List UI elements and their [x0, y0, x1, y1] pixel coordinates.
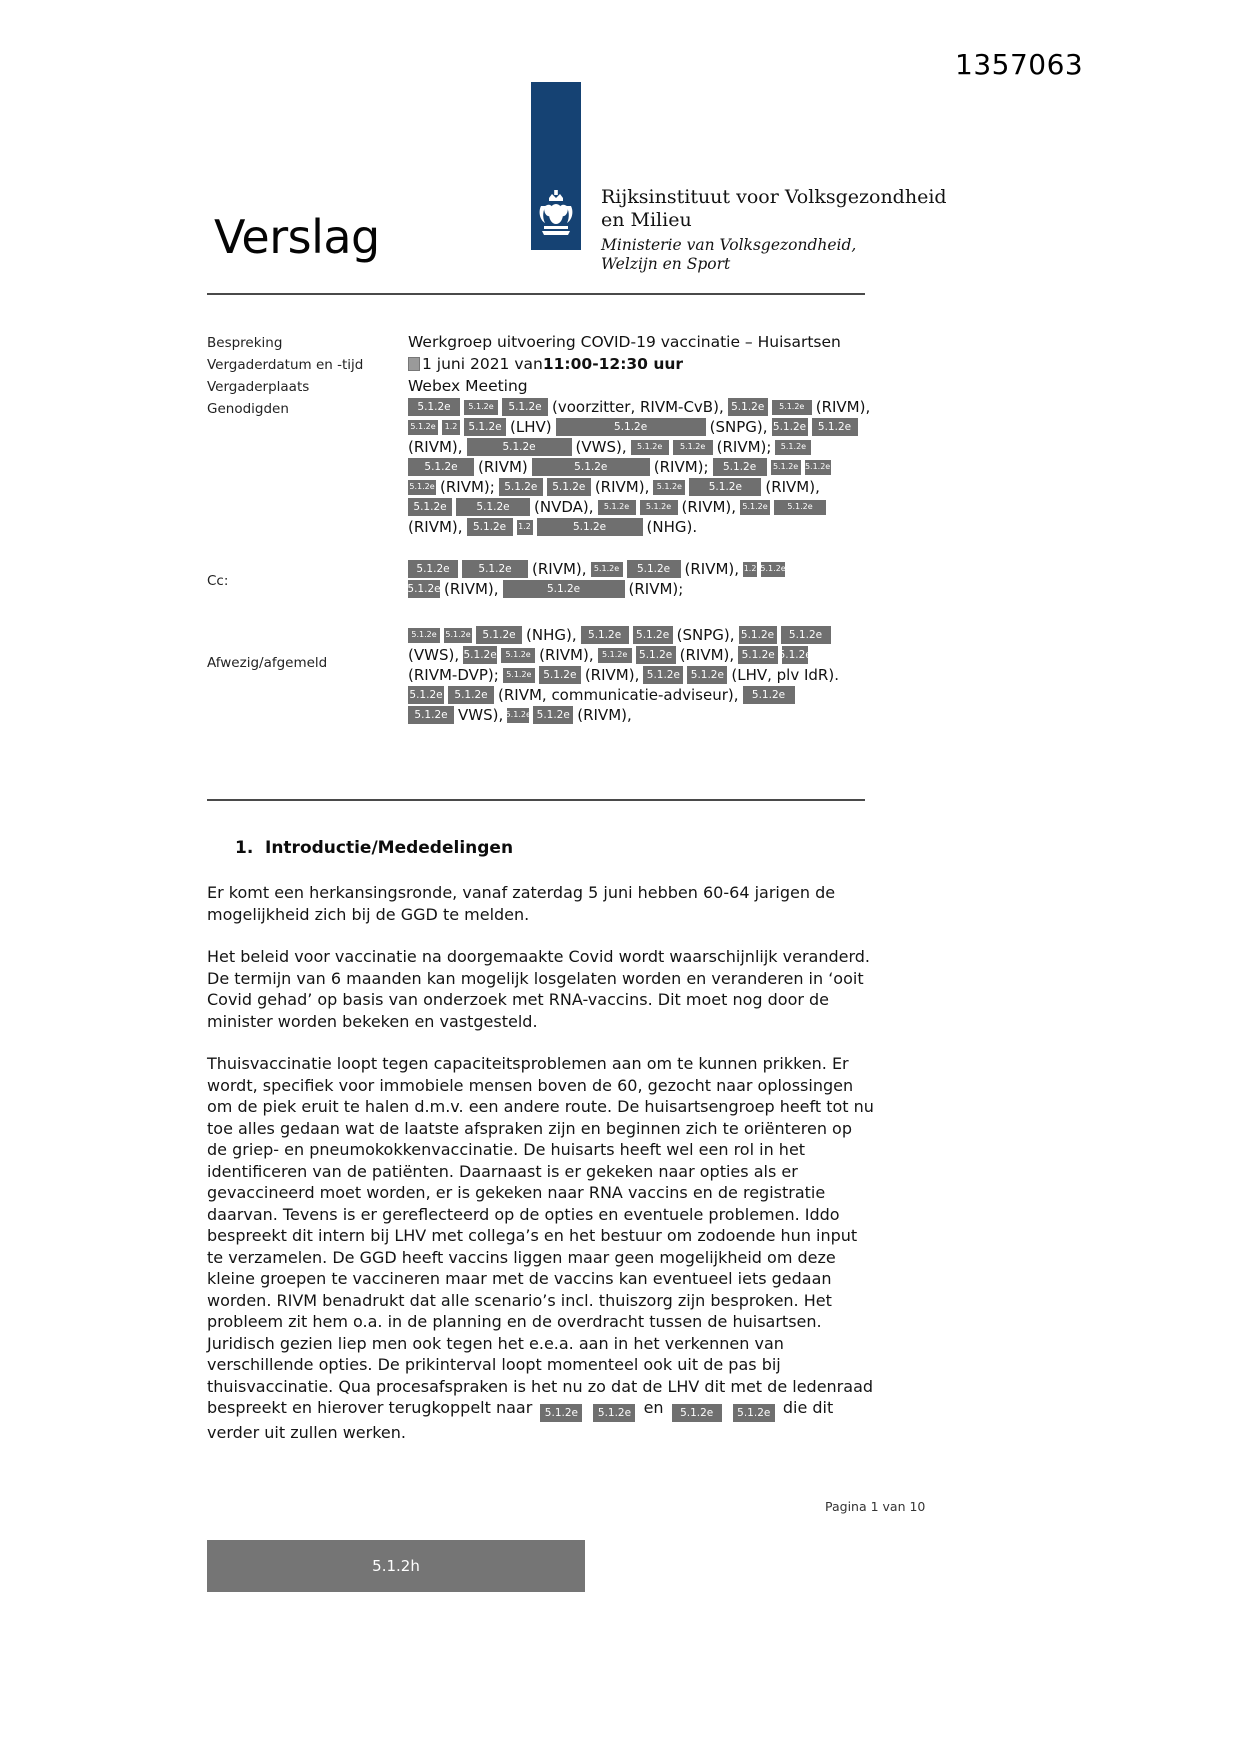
redaction-box: 5.1.2e — [812, 418, 858, 436]
participants-line — [408, 417, 870, 437]
redaction-box: 5.1.2e — [502, 398, 548, 416]
participant-text: (NHG). — [646, 518, 698, 536]
redaction-box: 5.1.2e — [539, 666, 581, 684]
label-genodigden: Genodigden — [207, 401, 289, 417]
meta-row-cc — [207, 559, 869, 599]
rivm-crest-icon — [538, 190, 574, 244]
minutes-body — [207, 838, 877, 1444]
participants-line — [408, 559, 869, 579]
participant-text: (voorzitter, RIVM-CvB), — [552, 398, 724, 416]
redaction-box: 5.1.2e — [772, 400, 812, 415]
participant-text: (RIVM), — [681, 498, 737, 516]
participants-line — [408, 645, 869, 665]
paragraph-3 — [207, 1053, 877, 1444]
participant-text: (RIVM), — [679, 646, 735, 664]
value-plaats: Webex Meeting — [408, 377, 528, 395]
redaction-box: 5.1.2e — [733, 1404, 775, 1422]
participant-text: (LHV) — [510, 418, 552, 436]
comment-marker-icon — [408, 357, 420, 371]
participant-text: (RIVM), — [584, 666, 640, 684]
participants-line — [408, 579, 869, 599]
participants-line — [408, 497, 870, 517]
participant-text: (RIVM), — [765, 478, 820, 496]
participants-line — [408, 685, 869, 705]
label-cc: Cc: — [207, 573, 229, 589]
spacer — [207, 537, 869, 559]
participant-text: (LHV, plv IdR). — [731, 666, 839, 684]
datum-time-bold: 11:00-12:30 uur — [542, 355, 684, 373]
org-name-line2: en Milieu — [601, 209, 692, 231]
section-number: 1. — [235, 838, 254, 858]
redaction-box: 5.1.2e — [408, 580, 440, 598]
redaction-box: 5.1.2e — [687, 666, 727, 684]
redaction-box: 5.1.2e — [547, 478, 591, 496]
redaction-box: 5.1.2e — [627, 560, 681, 578]
redaction-box: 5.1.2e — [761, 562, 785, 577]
participants-line — [408, 477, 870, 497]
redaction-box: 5.1.2e — [408, 628, 440, 643]
redaction-box: 5.1.2e — [740, 500, 770, 515]
participant-text: (RIVM), — [594, 478, 650, 496]
participant-text: (RIVM), — [408, 438, 463, 456]
participant-text: (RIVM), — [815, 398, 871, 416]
participants-line — [408, 705, 869, 725]
participant-text: (RIVM), — [444, 580, 499, 598]
redaction-box: 5.1.2e — [464, 418, 506, 436]
participant-text: (VWS), — [408, 646, 460, 664]
spacer — [207, 599, 869, 625]
label-plaats: Vergaderplaats — [207, 379, 310, 395]
participant-text: (SNPG), — [676, 626, 735, 644]
redaction-box: 5.1.2e — [408, 480, 436, 495]
redaction-box: 5.1.2e — [501, 648, 535, 663]
redaction-box: 5.1.2e — [581, 626, 629, 644]
participant-text: (SNPG), — [709, 418, 768, 436]
participant-text: (RIVM); — [653, 458, 709, 476]
redaction-box: 5.1.2e — [772, 418, 808, 436]
participant-text: (RIVM), — [577, 706, 632, 724]
value-afwezig — [408, 625, 869, 725]
participant-text: Thuisvaccinatie loopt tegen capaciteitsproblemen aan om te kunnen prikken. Er wordt, specifiek voor immobiele mensen boven de 60, gezocht naar oplossingen om de piek eruit te halen d.m.v. een andere route. De huisartsengroep heeft tot nu toe alles gedaan wat de laatste afspraken zijn en beginnen zich te oriënteren op de griep- en pneumokokkenvaccinatie. De huisarts heeft wel een rol in het identificeren van de patiënten. Daarnaast is er gekeken naar opties als er gevaccineerd moet worden, er is gekeken naar RNA vaccins en de registratie daarvan. Tevens is er gereflecteerd op de opties en eventuele problemen. Iddo bespreekt dit intern bij LHV met collega’s en het bestuur om zodoende hun input te verzamelen. De GGD heeft vaccins liggen maar geen mogelijkheid om deze kleine groepen te vaccineren maar met de vaccins kan eventueel iets gedaan worden. RIVM benadrukt dat alle scenario’s incl. thuiszorg zijn besproken. Het probleem zit hem o.a. in de planning en de overdracht tussen de huisartsen. Juridisch gezien liep men ook tegen het e.e.a. aan in het verkennen van verschillende opties. De prikinterval loopt momenteel ook uit de pas bij thuisvaccinatie. Qua procesafspraken is het nu zo dat de LHV dit met de ledenraad bespreekt en hierover terugkoppelt naar — [207, 1054, 874, 1417]
redaction-box: 5.1.2e — [448, 686, 494, 704]
paragraph-2: Het beleid voor vaccinatie na doorgemaakte Covid wordt waarschijnlijk veranderd. De termijn van 6 maanden kan mogelijk losgelaten worden en veranderen in ‘ooit Covid gehad’ op basis van onderzoek met RNA-vaccins. Dit moet nog door de minister worden bekeken en vastgesteld. — [207, 947, 870, 1031]
participant-text: (RIVM), — [684, 560, 740, 578]
participant-text: (RIVM), — [539, 646, 594, 664]
paragraph-1: Er komt een herkansingsronde, vanaf zaterdag 5 juni hebben 60-64 jarigen de mogelijkheid zich bij de GGD te melden. — [207, 883, 836, 924]
participants-line — [408, 457, 870, 477]
redaction-box: 5.1.2e — [743, 686, 795, 704]
value-bespreking: Werkgroep uitvoering COVID-19 vaccinatie – Huisartsen — [408, 333, 841, 351]
redaction-box: 1.2 — [743, 562, 757, 577]
rivm-logo-bar — [531, 82, 581, 250]
redaction-box: 5.1.2e — [713, 458, 767, 476]
participant-text: (RIVM); — [628, 580, 684, 598]
participant-text: (NVDA), — [534, 498, 594, 516]
redaction-box: 5.1.2e — [598, 500, 636, 515]
redaction-box: 5.1.2e — [591, 562, 623, 577]
participant-text: (RIVM), — [532, 560, 587, 578]
redaction-box: 5.1.2e — [738, 646, 778, 664]
redaction-box: 5.1.2e — [408, 498, 452, 516]
participants-line — [408, 665, 869, 685]
meeting-meta — [207, 331, 869, 725]
meta-row-afwezig — [207, 625, 869, 725]
participant-text: (RIVM) — [478, 458, 528, 476]
redaction-box: 5.1.2e — [775, 440, 811, 455]
meta-row-bespreking — [207, 331, 869, 353]
participant-text: (RIVM), — [408, 518, 463, 536]
redaction-box: 5.1.2e — [640, 500, 678, 515]
redaction-box: 5.1.2e — [537, 518, 643, 536]
redaction-box: 5.1.2e — [805, 460, 831, 475]
redaction-box: 5.1.2e — [408, 398, 460, 416]
redaction-box: 5.1.2e — [771, 460, 801, 475]
participant-text: (VWS), — [575, 438, 627, 456]
participants-line — [408, 397, 870, 417]
value-datum — [408, 353, 869, 375]
document-number: 1357063 — [955, 48, 1084, 81]
label-bespreking: Bespreking — [207, 335, 283, 351]
redaction-box: 5.1.2e — [408, 458, 474, 476]
redaction-box: 5.1.2e — [476, 626, 522, 644]
page-title: Verslag — [214, 210, 380, 264]
participant-text: (RIVM); — [440, 478, 495, 496]
redaction-box: 5.1.2e — [467, 438, 572, 456]
redaction-box: 5.1.2e — [653, 480, 685, 495]
value-genodigden — [408, 397, 870, 537]
page-number: Pagina 1 van 10 — [825, 1499, 926, 1514]
redaction-box: 1.2 — [517, 520, 533, 535]
redaction-box: 5.1.2e — [463, 646, 497, 664]
datum-text: 1 juni 2021 van — [422, 355, 543, 373]
participants-line — [408, 437, 870, 457]
genodigden-list — [408, 397, 870, 537]
meta-row-plaats — [207, 375, 869, 397]
participant-text: en — [643, 1398, 664, 1417]
cc-list — [408, 559, 869, 599]
redaction-box: 5.1.2e — [467, 518, 513, 536]
value-cc — [408, 559, 869, 599]
redaction-box: 5.1.2e — [507, 708, 529, 723]
section-divider — [207, 799, 865, 801]
participants-line — [408, 625, 869, 645]
redaction-box: 5.1.2e — [643, 666, 683, 684]
redaction-box: 5.1.2e — [598, 648, 632, 663]
ministry-line2: Welzijn en Sport — [601, 255, 731, 273]
redaction-box: 5.1.2e — [633, 626, 673, 644]
redaction-box: 5.1.2e — [540, 1404, 582, 1422]
redaction-box: 5.1.2e — [532, 458, 650, 476]
redaction-box: 5.1.2e — [739, 626, 777, 644]
redaction-box: 5.1.2e — [631, 440, 669, 455]
redaction-box: 1.2 — [442, 420, 460, 435]
participant-text: die dit verder uit zullen werken. — [207, 1398, 834, 1443]
org-name-line1: Rijksinstituut voor Volksgezondheid — [601, 186, 947, 208]
logo-text-block — [601, 186, 947, 274]
participants-line — [408, 517, 870, 537]
meta-row-datum — [207, 353, 869, 375]
redaction-box: 5.1.2e — [408, 686, 444, 704]
redaction-box: 5.1.2e — [556, 418, 706, 436]
redaction-box: 5.1.2e — [774, 500, 826, 515]
meta-row-genodigden — [207, 397, 869, 537]
redaction-box: 5.1.2e — [503, 580, 625, 598]
redaction-box: 5.1.2e — [499, 478, 543, 496]
redaction-box: 5.1.2e — [689, 478, 761, 496]
redaction-box: 5.1.2e — [728, 398, 768, 416]
redaction-box: 5.1.2e — [408, 420, 438, 435]
participant-text: (RIVM, communicatie-adviseur), — [498, 686, 739, 704]
participant-text: (NHG), — [526, 626, 577, 644]
redaction-box: 5.1.2e — [408, 560, 458, 578]
redaction-box: 5.1.2e — [444, 628, 472, 643]
participant-text: VWS), — [458, 706, 504, 724]
afwezig-list — [408, 625, 869, 725]
section-title: Introductie/Mededelingen — [265, 838, 514, 858]
redaction-box: 5.1.2e — [503, 668, 535, 683]
redaction-box: 5.1.2e — [593, 1404, 635, 1422]
redaction-box: 5.1.2e — [408, 706, 454, 724]
label-afwezig: Afwezig/afgemeld — [207, 655, 328, 671]
redaction-box: 5.1.2e — [673, 440, 713, 455]
redaction-box: 5.1.2e — [462, 560, 528, 578]
redaction-box: 5.1.2e — [464, 400, 498, 415]
label-datum: Vergaderdatum en -tijd — [207, 357, 364, 373]
redaction-box: 5.1.2e — [781, 626, 831, 644]
redaction-box: 5.1.2e — [636, 646, 676, 664]
redaction-block-512h: 5.1.2h — [207, 1540, 585, 1592]
redaction-box: 5.1.2e — [782, 646, 808, 664]
redaction-box: 5.1.2e — [456, 498, 530, 516]
ministry-line1: Ministerie van Volksgezondheid, — [601, 236, 857, 254]
header-divider — [207, 293, 865, 295]
participant-text: (RIVM); — [716, 438, 772, 456]
redaction-box: 5.1.2e — [533, 706, 573, 724]
section-heading — [235, 838, 877, 858]
redaction-box: 5.1.2e — [672, 1404, 722, 1422]
participant-text: (RIVM-DVP); — [408, 666, 499, 684]
